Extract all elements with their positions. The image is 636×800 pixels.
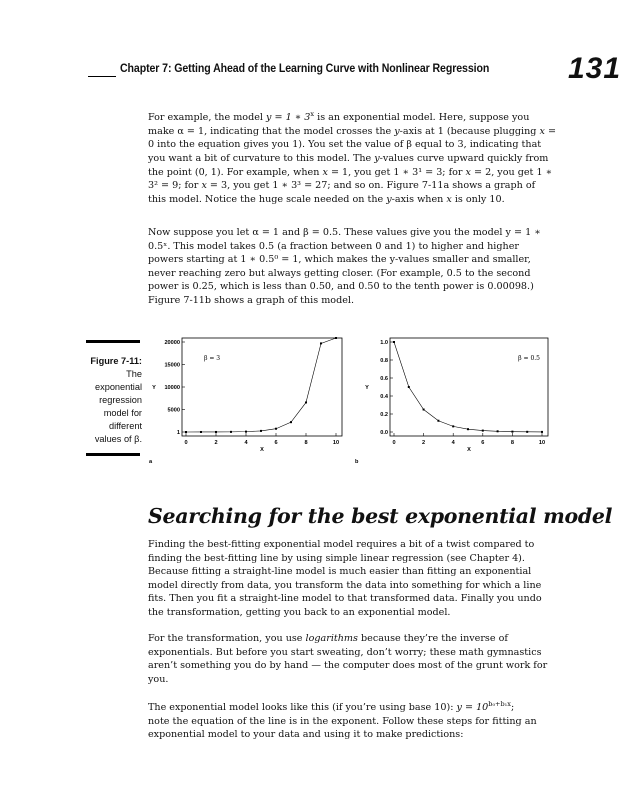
data-point xyxy=(230,431,232,433)
data-point xyxy=(275,428,277,430)
data-point xyxy=(497,430,499,432)
plot-frame xyxy=(182,338,342,436)
y-tick-label: 1 xyxy=(176,429,180,436)
paragraph-4: For the transformation, you use logarithms because they’re the inverse of exponentials. But before you start sweating, don’t worry; these math gymnastics aren’t something you do by hand — the computer does most of the grunt work for you. xyxy=(148,633,548,685)
y-tick-label: 0.2 xyxy=(380,412,388,418)
beta-annotation: β = 0.5 xyxy=(518,355,540,362)
x-tick-label: 2 xyxy=(214,440,218,446)
figure-rule-bottom xyxy=(86,453,140,456)
paragraph-1: For example, the model y = 1 ∗ 3$^x$ is an exponential model. Here, suppose you make α = 1, indicating that the model crosses the y-axis at 1 (because plugging x = 0 into the equation gives you 1). You set the value of β equal to 3, indicating that you want a bit of curvature to this model. The y-values curve upward quickly from the point (0, 1). For example, when x = 1, you get 1 ∗ 3¹ = 3; for x = 2, you get 1 ∗ 3² = 9; for x = 3, you get 1 ∗ 3³ = 27; and so on. Figure 7-11a shows a graph of this model. Notice the huge scale needed on the y-axis when x is only 10. xyxy=(148,110,556,205)
x-tick-label: 10 xyxy=(332,440,340,446)
chapter-title: Chapter 7: Getting Ahead of the Learning Curve with Nonlinear Regression xyxy=(120,63,490,75)
x-tick-label: 0 xyxy=(392,440,396,446)
x-tick-label: 6 xyxy=(274,440,278,446)
figure-rule-top xyxy=(86,340,140,343)
x-tick-label: 2 xyxy=(422,440,426,446)
data-point xyxy=(408,386,410,388)
series-line xyxy=(186,338,336,432)
figure-label: Figure 7-11: xyxy=(90,356,142,366)
x-tick-label: 8 xyxy=(304,440,308,446)
plot-frame xyxy=(390,338,548,436)
page-number: 131 xyxy=(568,52,622,85)
data-point xyxy=(245,431,247,433)
data-point xyxy=(541,431,543,433)
panel-label: b xyxy=(355,459,359,465)
chart-b-svg xyxy=(352,332,552,468)
data-point xyxy=(260,430,262,432)
y-tick-label: 1.0 xyxy=(380,340,388,346)
paragraph-2: Now suppose you let α = 1 and β = 0.5. These values give you the model y = 1 ∗ 0.5ˣ. This model takes 0.5 (a fraction between 0 and 1) to higher and higher powers starting at 1 ∗ 0.5⁰ = 1, which makes the y-values smaller and smaller, never reaching zero but always getting closer. (For example, 0.5 to the second power is 0.25, which is less than 0.50, and 0.50 to the tenth power is 0.00098.) Figure 7-11b shows a graph of this model. xyxy=(148,227,541,306)
y-tick-label: 0.4 xyxy=(380,394,388,400)
y-tick-label: 15000 xyxy=(164,362,180,369)
figure-caption xyxy=(86,355,142,446)
chart-b xyxy=(352,332,552,468)
data-point xyxy=(290,421,292,423)
y-tick-label: 20000 xyxy=(164,340,180,346)
header-rule xyxy=(88,76,116,77)
data-point xyxy=(452,425,454,427)
y-tick-label: 5000 xyxy=(167,407,180,414)
data-point xyxy=(423,409,425,411)
chart-a xyxy=(146,332,346,468)
data-point xyxy=(482,430,484,432)
data-point xyxy=(437,420,439,422)
x-tick-label: 6 xyxy=(481,440,485,446)
figure-description: The exponential regression model for different values of β. xyxy=(94,369,142,444)
x-axis-label: X xyxy=(467,447,471,453)
paragraph-3: Finding the best-fitting exponential model requires a bit of a twist compared to finding the best-fitting line by using simple linear regression (see Chapter 4). Because fitting a straight-line model is much easier than fitting an exponential model directly from data, you transform the data into something for which a line fits. Then you fit a straight-line model to that transformed data. Finally you undo the transformation, getting you back to an exponential model. xyxy=(148,539,542,618)
data-point xyxy=(320,342,322,344)
x-tick-label: 10 xyxy=(538,440,546,446)
data-point xyxy=(393,341,395,343)
paragraph-5: The exponential model looks like this (if you’re using base 10): $y = 10^{b_0+b_1x}$; note the equation of the line is in the exponent. Follow these steps for fitting an exponential model to your data and using it to make predictions: xyxy=(148,700,537,741)
data-point xyxy=(467,428,469,430)
y-tick-label: 0.6 xyxy=(380,376,388,382)
data-point xyxy=(200,431,202,433)
y-axis-label: Y xyxy=(152,385,156,391)
data-point xyxy=(215,431,217,433)
data-point xyxy=(185,431,187,433)
y-tick-label: 0.0 xyxy=(380,430,388,436)
y-tick-label: 10000 xyxy=(164,385,180,391)
x-axis-label: X xyxy=(260,447,264,453)
data-point xyxy=(511,431,513,433)
beta-annotation: β = 3 xyxy=(204,355,221,362)
x-tick-label: 8 xyxy=(510,440,514,446)
y-tick-label: 0.8 xyxy=(380,358,388,364)
data-point xyxy=(305,401,307,403)
panel-label: a xyxy=(149,459,153,465)
chart-a-svg xyxy=(146,332,346,468)
section-heading: Searching for the best exponential model xyxy=(148,504,613,528)
data-point xyxy=(335,337,337,339)
x-tick-label: 4 xyxy=(451,440,455,446)
y-axis-label: Y xyxy=(365,385,369,391)
data-point xyxy=(526,431,528,433)
x-tick-label: 0 xyxy=(184,440,188,446)
x-tick-label: 4 xyxy=(244,440,248,446)
